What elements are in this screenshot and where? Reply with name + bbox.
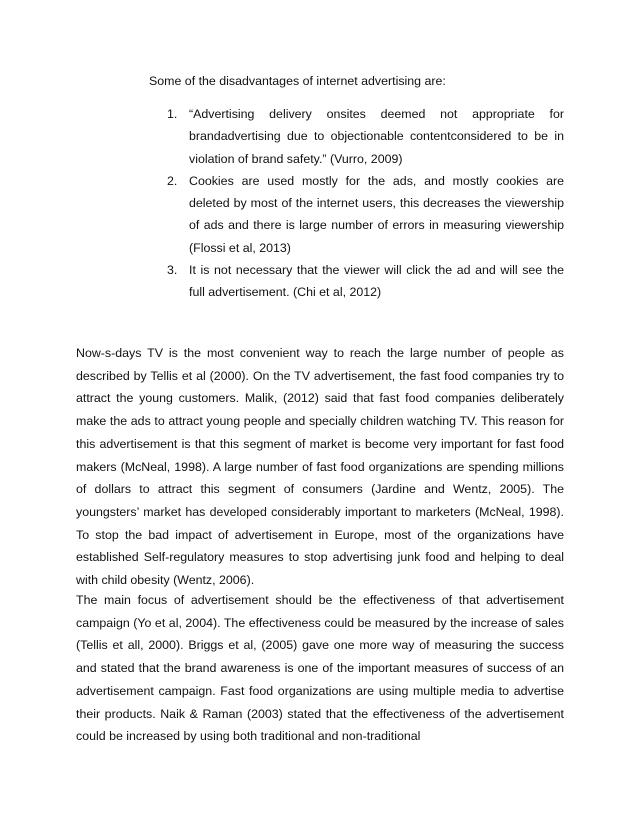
paragraph-advertisement-effectiveness: The main focus of advertisement should be the effectiveness of that advertisement campaign (Yo et al, 2004). The effectiveness could be measured by the increase of sales (Tellis et all, 2000). Briggs et al, (2005) gave one more way of measuring the success and stated that the brand awareness is one of the important measures of success of an advertisement campaign. Fast food organizations are using multiple media to advertise their products. Naik & Raman (2003) stated that the effectiveness of the advertisement could be increased by using both traditional and non-traditional <box>76 593 564 744</box>
list-intro-text: Some of the disadvantages of internet advertising are: <box>149 74 446 88</box>
list-item-number: 1. <box>167 107 178 121</box>
list-item-number: 3. <box>167 263 178 278</box>
disadvantages-list <box>167 103 564 304</box>
list-item <box>167 103 564 170</box>
paragraph-tv-advertising: Now-s-days TV is the most convenient way to reach the large number of people as described by Tellis et al (2000). On the TV advertisement, the fast food companies try to attract the young customers. Malik, (2012) said that fast food companies deliberately make the ads to attract young people and specially children watching TV. This reason for this advertisement is that this segment of market is become very important for fast food makers (McNeal, 1998). A large number of fast food organizations are spending millions of dollars to attract this segment of consumers (Jardine and Wentz, 2005). The youngsters’ market has developed considerably important to marketers (McNeal, 1998). To stop the bad impact of advertisement in Europe, most of the organizations have established Self-regulatory measures to stop advertising junk food and helping to deal with child obesity (Wentz, 2006). <box>76 346 564 588</box>
list-item <box>167 259 564 304</box>
list-item <box>167 170 564 259</box>
list-item-text: Cookies are used mostly for the ads, and mostly cookies are deleted by most of the internet users, this decreases the viewership of ads and there is large number of errors in measuring viewership (Flossi et al, 2013) <box>189 173 564 255</box>
list-item-text: It is not necessary that the viewer will click the ad and will see the full advertisement. (Chi et al, 2012) <box>189 263 564 300</box>
list-item-text: “Advertising delivery onsites deemed not appropriate for brandadvertising due to objectionable contentconsidered to be in violation of brand safety.” (Vurro, 2009) <box>189 107 564 166</box>
list-item-number: 2. <box>167 173 178 188</box>
